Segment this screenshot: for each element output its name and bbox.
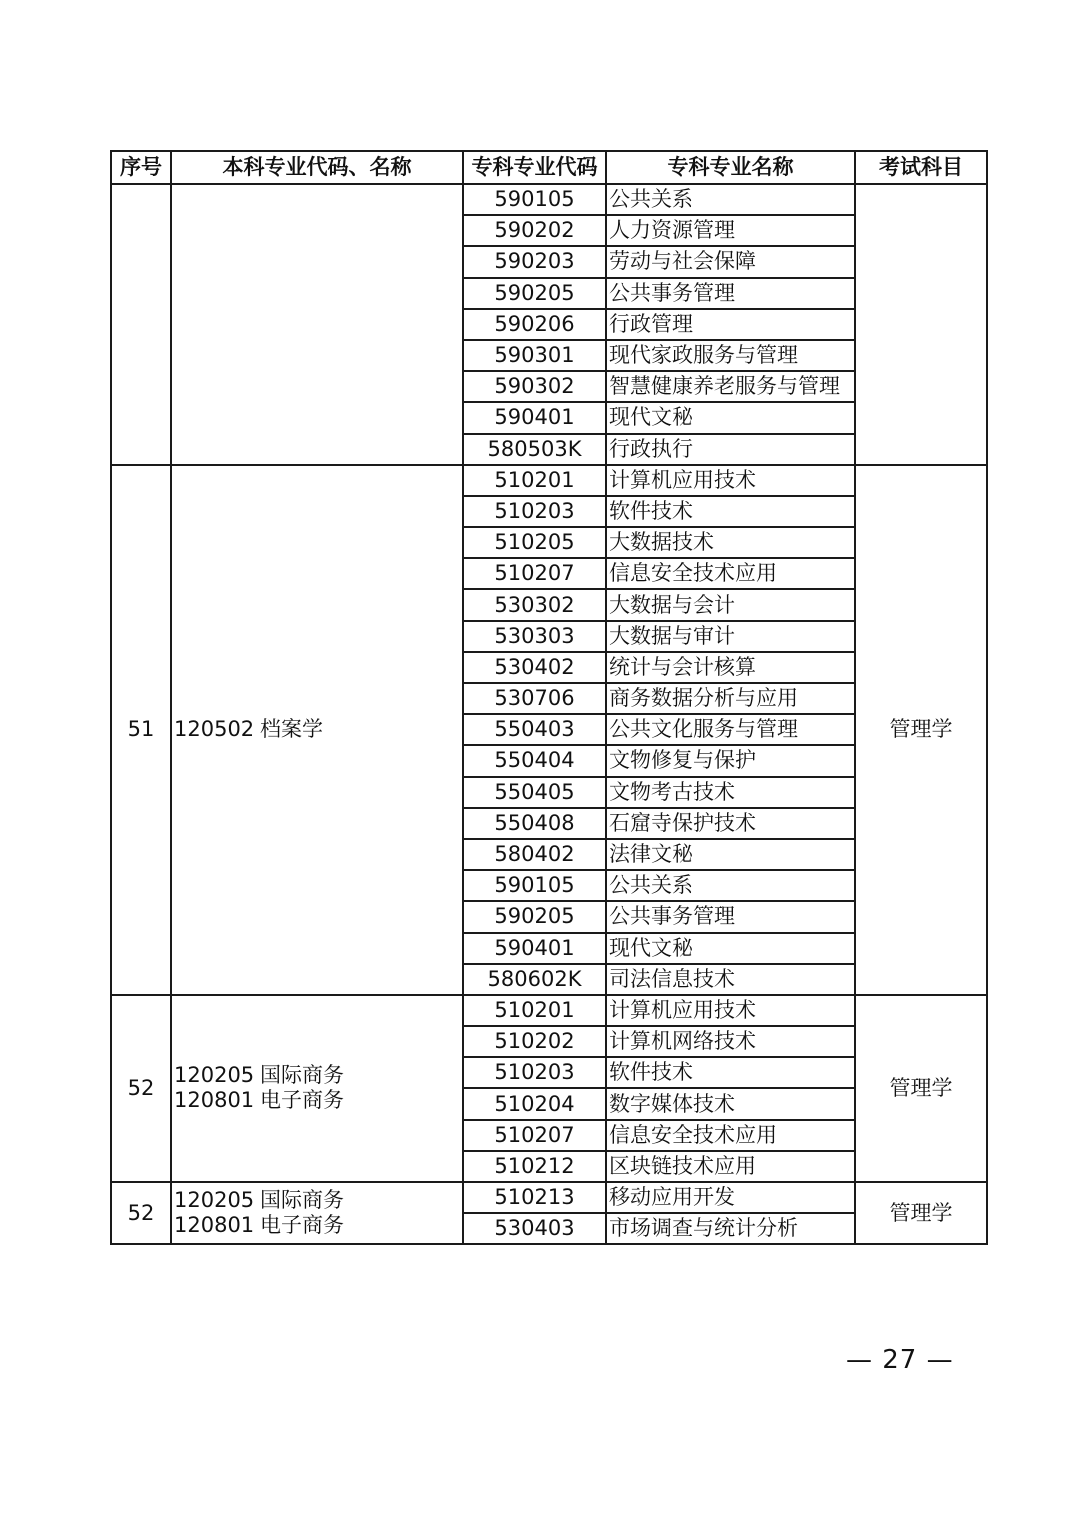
diploma-name-cell: 石窟寺保护技术 — [606, 808, 855, 839]
bachelor-major-code: 120205 — [174, 1063, 255, 1088]
diploma-name-cell: 计算机应用技术 — [606, 995, 855, 1026]
diploma-name-cell: 市场调查与统计分析 — [606, 1213, 855, 1244]
diploma-code-cell: 510205 — [463, 527, 606, 558]
diploma-name-cell: 信息安全技术应用 — [606, 558, 855, 589]
diploma-name-cell: 商务数据分析与应用 — [606, 683, 855, 714]
header-code: 专科专业代码 — [463, 151, 606, 184]
bachelor-major — [174, 1088, 462, 1113]
diploma-name-cell: 计算机应用技术 — [606, 465, 855, 496]
diploma-name-cell: 文物考古技术 — [606, 777, 855, 808]
header-subject: 考试科目 — [855, 151, 987, 184]
exam-subject-cell — [855, 184, 987, 465]
bachelor-major — [174, 1063, 462, 1088]
diploma-code-cell: 530706 — [463, 683, 606, 714]
table-body — [111, 184, 987, 1244]
diploma-name-cell: 软件技术 — [606, 1057, 855, 1088]
seq-cell — [111, 184, 171, 465]
diploma-code-cell: 530402 — [463, 652, 606, 683]
diploma-name-cell: 劳动与社会保障 — [606, 246, 855, 277]
diploma-name-cell: 软件技术 — [606, 496, 855, 527]
diploma-name-cell: 大数据与审计 — [606, 621, 855, 652]
diploma-name-cell: 公共关系 — [606, 870, 855, 901]
diploma-code-cell: 550408 — [463, 808, 606, 839]
bachelor-major-name: 电子商务 — [260, 1213, 344, 1238]
table-row — [111, 1182, 987, 1213]
diploma-code-cell: 590205 — [463, 901, 606, 932]
diploma-code-cell: 550403 — [463, 714, 606, 745]
diploma-code-cell: 550405 — [463, 777, 606, 808]
seq-cell: 52 — [111, 1182, 171, 1244]
table-row — [111, 184, 987, 215]
diploma-code-cell: 510201 — [463, 995, 606, 1026]
diploma-code-cell: 530303 — [463, 621, 606, 652]
diploma-code-cell: 510203 — [463, 1057, 606, 1088]
diploma-name-cell: 行政管理 — [606, 309, 855, 340]
diploma-name-cell: 人力资源管理 — [606, 215, 855, 246]
diploma-name-cell: 公共文化服务与管理 — [606, 714, 855, 745]
bachelor-major-name: 国际商务 — [260, 1188, 344, 1213]
header-seq: 序号 — [111, 151, 171, 184]
seq-cell: 52 — [111, 995, 171, 1182]
diploma-code-cell: 530302 — [463, 589, 606, 620]
header-row — [111, 151, 987, 184]
diploma-name-cell: 区块链技术应用 — [606, 1151, 855, 1182]
diploma-code-cell: 590203 — [463, 246, 606, 277]
exam-subject-cell: 管理学 — [855, 995, 987, 1182]
diploma-code-cell: 590202 — [463, 215, 606, 246]
diploma-name-cell: 现代文秘 — [606, 933, 855, 964]
bachelor-major-code: 120801 — [174, 1088, 255, 1113]
diploma-code-cell: 590205 — [463, 278, 606, 309]
seq-cell: 51 — [111, 465, 171, 995]
diploma-name-cell: 行政执行 — [606, 434, 855, 465]
diploma-name-cell: 文物修复与保护 — [606, 745, 855, 776]
header-bachelor: 本科专业代码、名称 — [171, 151, 463, 184]
diploma-name-cell: 公共事务管理 — [606, 901, 855, 932]
diploma-name-cell: 智慧健康养老服务与管理 — [606, 371, 855, 402]
diploma-code-cell: 510202 — [463, 1026, 606, 1057]
diploma-name-cell: 数字媒体技术 — [606, 1088, 855, 1119]
diploma-name-cell: 大数据技术 — [606, 527, 855, 558]
diploma-name-cell: 大数据与会计 — [606, 589, 855, 620]
diploma-code-cell: 590105 — [463, 184, 606, 215]
diploma-code-cell: 590301 — [463, 340, 606, 371]
diploma-code-cell: 580503K — [463, 434, 606, 465]
diploma-code-cell: 590401 — [463, 933, 606, 964]
diploma-code-cell: 590206 — [463, 309, 606, 340]
bachelor-major-code: 120502 — [174, 717, 255, 742]
diploma-code-cell: 510207 — [463, 1120, 606, 1151]
diploma-code-cell: 580402 — [463, 839, 606, 870]
diploma-name-cell: 统计与会计核算 — [606, 652, 855, 683]
exam-subject-cell: 管理学 — [855, 1182, 987, 1244]
major-table — [110, 150, 988, 1245]
diploma-code-cell: 510204 — [463, 1088, 606, 1119]
diploma-name-cell: 现代文秘 — [606, 402, 855, 433]
diploma-code-cell: 550404 — [463, 745, 606, 776]
diploma-code-cell: 510203 — [463, 496, 606, 527]
diploma-code-cell: 510213 — [463, 1182, 606, 1213]
diploma-name-cell: 公共关系 — [606, 184, 855, 215]
header-name: 专科专业名称 — [606, 151, 855, 184]
bachelor-major-code: 120205 — [174, 1188, 255, 1213]
bachelor-cell — [171, 184, 463, 465]
diploma-code-cell: 510212 — [463, 1151, 606, 1182]
exam-subject-cell: 管理学 — [855, 465, 987, 995]
bachelor-major — [174, 717, 462, 742]
diploma-name-cell: 司法信息技术 — [606, 964, 855, 995]
bachelor-cell — [171, 1182, 463, 1244]
page-number: — 27 — — [846, 1345, 954, 1375]
bachelor-major-name: 档案学 — [260, 717, 323, 742]
diploma-code-cell: 510207 — [463, 558, 606, 589]
diploma-name-cell: 现代家政服务与管理 — [606, 340, 855, 371]
table-row — [111, 995, 987, 1026]
bachelor-major-name: 电子商务 — [260, 1088, 344, 1113]
diploma-code-cell: 530403 — [463, 1213, 606, 1244]
diploma-name-cell: 法律文秘 — [606, 839, 855, 870]
diploma-name-cell: 信息安全技术应用 — [606, 1120, 855, 1151]
bachelor-cell — [171, 465, 463, 995]
bachelor-major — [174, 1188, 462, 1213]
diploma-code-cell: 590105 — [463, 870, 606, 901]
diploma-name-cell: 公共事务管理 — [606, 278, 855, 309]
diploma-code-cell: 580602K — [463, 964, 606, 995]
diploma-name-cell: 计算机网络技术 — [606, 1026, 855, 1057]
bachelor-cell — [171, 995, 463, 1182]
bachelor-major-code: 120801 — [174, 1213, 255, 1238]
diploma-code-cell: 590401 — [463, 402, 606, 433]
diploma-name-cell: 移动应用开发 — [606, 1182, 855, 1213]
bachelor-major — [174, 1213, 462, 1238]
diploma-code-cell: 590302 — [463, 371, 606, 402]
bachelor-major-name: 国际商务 — [260, 1063, 344, 1088]
diploma-code-cell: 510201 — [463, 465, 606, 496]
table-row — [111, 465, 987, 496]
